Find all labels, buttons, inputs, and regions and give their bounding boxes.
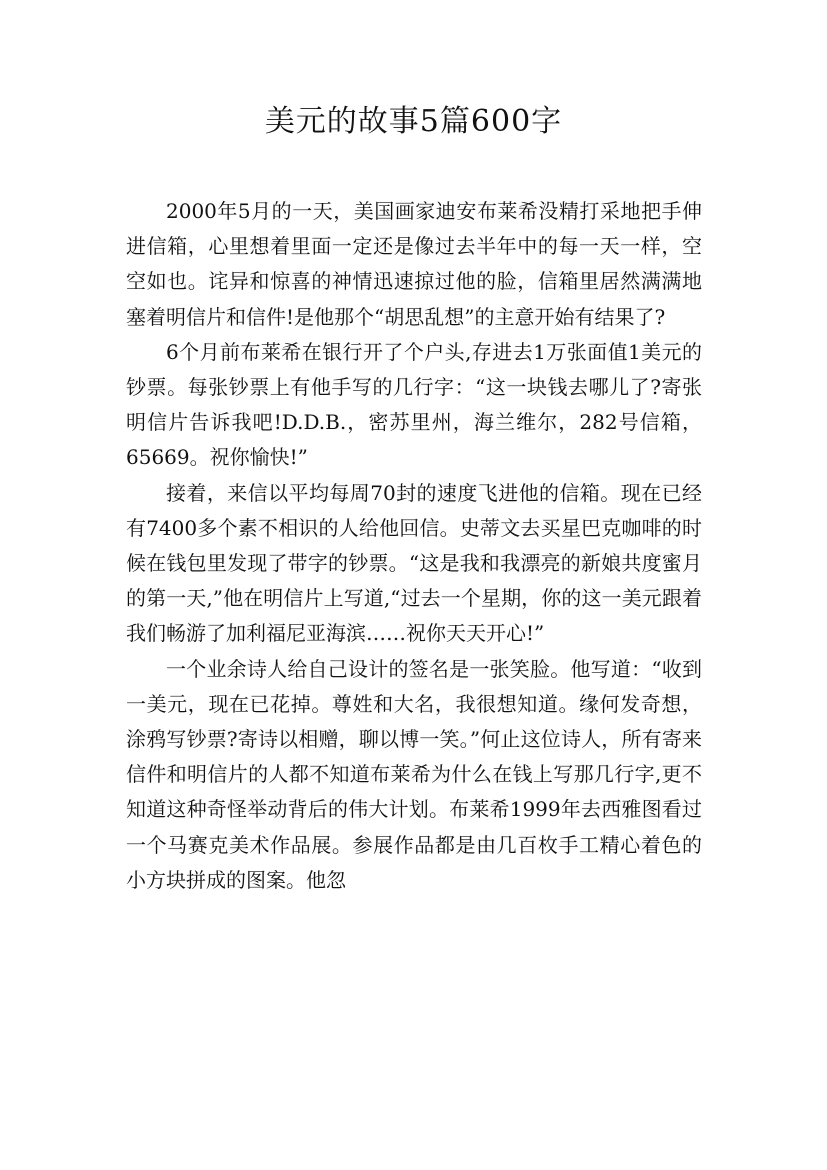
paragraph-4: 一个业余诗人给自己设计的签名是一张笑脸。他写道：“收到一美元，现在已花掉。尊姓和大名，我很想知道。缘何发奇想，涂鸦写钞票?寄诗以相赠，聊以博一笑。”何止这位诗人，所有寄来信件和明信片的人都不知道布莱希为什么在钱上写那几行字,更不知道这种奇怪举动背后的伟大计划。布莱希1999年去西雅图看过一个马赛克美术作品展。参展作品都是由几百枚手工精心着色的小方块拼成的图案。他忽: [126, 656, 702, 892]
paragraph-2: 6个月前布莱希在银行开了个户头,存进去1万张面值1美元的钞票。每张钞票上有他手写的几行字：“这一块钱去哪儿了?寄张明信片告诉我吧!D.D.B.，密苏里州，海兰维尔，282号信箱，65669。祝你愉快!”: [126, 339, 702, 470]
document-title: 美元的故事5篇600字: [264, 104, 563, 139]
paragraph-1: 2000年5月的一天，美国画家迪安布莱希没精打采地把手伸进信箱，心里想着里面一定还是像过去半年中的每一天一样，空空如也。诧异和惊喜的神情迅速掠过他的脸，信箱里居然满满地塞着明信片和信件!是他那个“胡思乱想”的主意开始有结果了?: [126, 199, 702, 329]
document-body: [126, 194, 702, 898]
paragraph-3: 接着，来信以平均每周70封的速度飞进他的信箱。现在已经有7400多个素不相识的人给他回信。史蒂文去买星巴克咖啡的时候在钱包里发现了带字的钞票。“这是我和我漂亮的新娘共度蜜月的第一天,”他在明信片上写道,“过去一个星期，你的这一美元跟着我们畅游了加利福尼亚海滨……祝你天天开心!”: [126, 480, 702, 646]
